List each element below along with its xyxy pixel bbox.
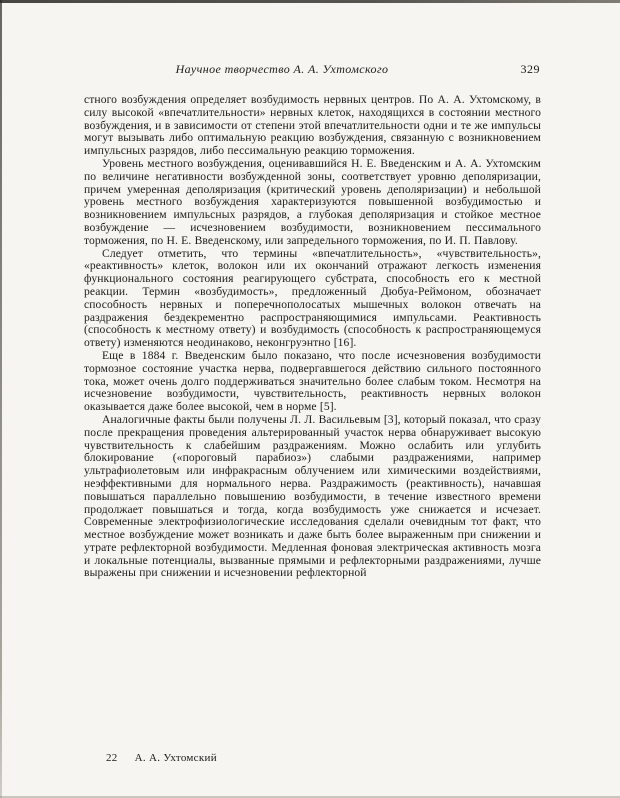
paragraph-3: Следует отметить, что термины «впечатлительность», «чувствительность», «реактивность» клеток, волокон или их окончаний отражают легкость изменения функционального состояния реагирующего субстрата, способность его к местной реакции. Термин «возбудимость», предложенный Дюбуа-Реймоном, обозначает способность нервных и поперечнополосатых мышечных волокон отвечать на раздражения бездекрементно распространяющимися импульсами. Реактивность (способность к местному ответу) и возбудимость (способность к распространяющемуся ответу) изменяются неодинаково, неконгруэнтно [16]. [84, 246, 541, 350]
page-header [84, 62, 540, 78]
paragraph-5: Аналогичные факты были получены Л. Л. Васильевым [3], который показал, что сразу после прекращения проведения альтерированный участок нерва обнаруживает высокую чувствительность к слабейшим раздражениям. Можно ослабить или углубить блокирование («пороговый парабиоз») слабыми раздражениями, например ультрафиолетовым или инфракрасным облучением или химическими воздействиями, неэффективными для нормального нерва. Раздражимость (реактивность), начавшая повышаться параллельно повышению возбудимости, в течение известного времени продолжает повышаться и тогда, когда возбудимость уже снижается и исчезает. Современные электрофизиологические исследования сделали очевидным тот факт, что местное возбуждение может возникать и даже быть более выраженным при снижении и утрате рефлекторной возбудимости. Медленная фоновая электрическая активность мозга и локальные потенциалы, вызванные прямыми и рефлекторными раздражениями, лучше выражены при снижении и исчезновении рефлекторной [84, 412, 541, 580]
text-block [84, 94, 541, 580]
scan-edge-top [0, 0, 620, 3]
page-number: 329 [520, 62, 540, 76]
paragraph-2: Уровень местного возбуждения, оценивавшийся Н. Е. Введенским и А. А. Ухтомским по величине негативности возбужденной зоны, соответствует уровню деполяризации, причем умеренная деполяризация (критический уровень деполяризации) и небольшой уровень местного возбуждения характеризуются повышенной возбудимостью и возникновением импульсных разрядов, а глубокая деполяризация и стойкое местное возбуждение — исчезновением возбудимости, возникновением пессимального торможения, по Н. Е. Введенскому, или запредельного торможения, по И. П. Павлову. [84, 156, 541, 247]
paragraph-1: стного возбуждения определяет возбудимость нервных центров. По А. А. Ухтомскому, в силу высокой «впечатлительности» нервных клеток, находящихся в состоянии местного возбуждения, и в зависимости от степени этой впечатлительности одни и те же импульсы могут вызывать либо оптимальную реакцию возбуждения, связанную с возникновением импульсных разрядов, либо пессимальную реакцию торможения. [84, 93, 541, 158]
paragraph-4: Еще в 1884 г. Введенским было показано, что после исчезновения возбудимости тормозное состояние участка нерва, подвергавшегося действию сильного постоянного тока, может очень долго поддерживаться значительно более слабым током. Несмотря на исчезновение возбудимости, чувствительность, реактивность нервных волокон оказывается даже более высокой, чем в норме [5]. [84, 348, 541, 414]
footer-author-text: А. А. Ухтомский [134, 752, 217, 764]
page-footer [106, 752, 217, 764]
scan-edge-left [0, 0, 2, 798]
running-title: Научное творчество А. А. Ухтомского [175, 62, 389, 76]
printer-signature-number: 22 [106, 752, 118, 764]
